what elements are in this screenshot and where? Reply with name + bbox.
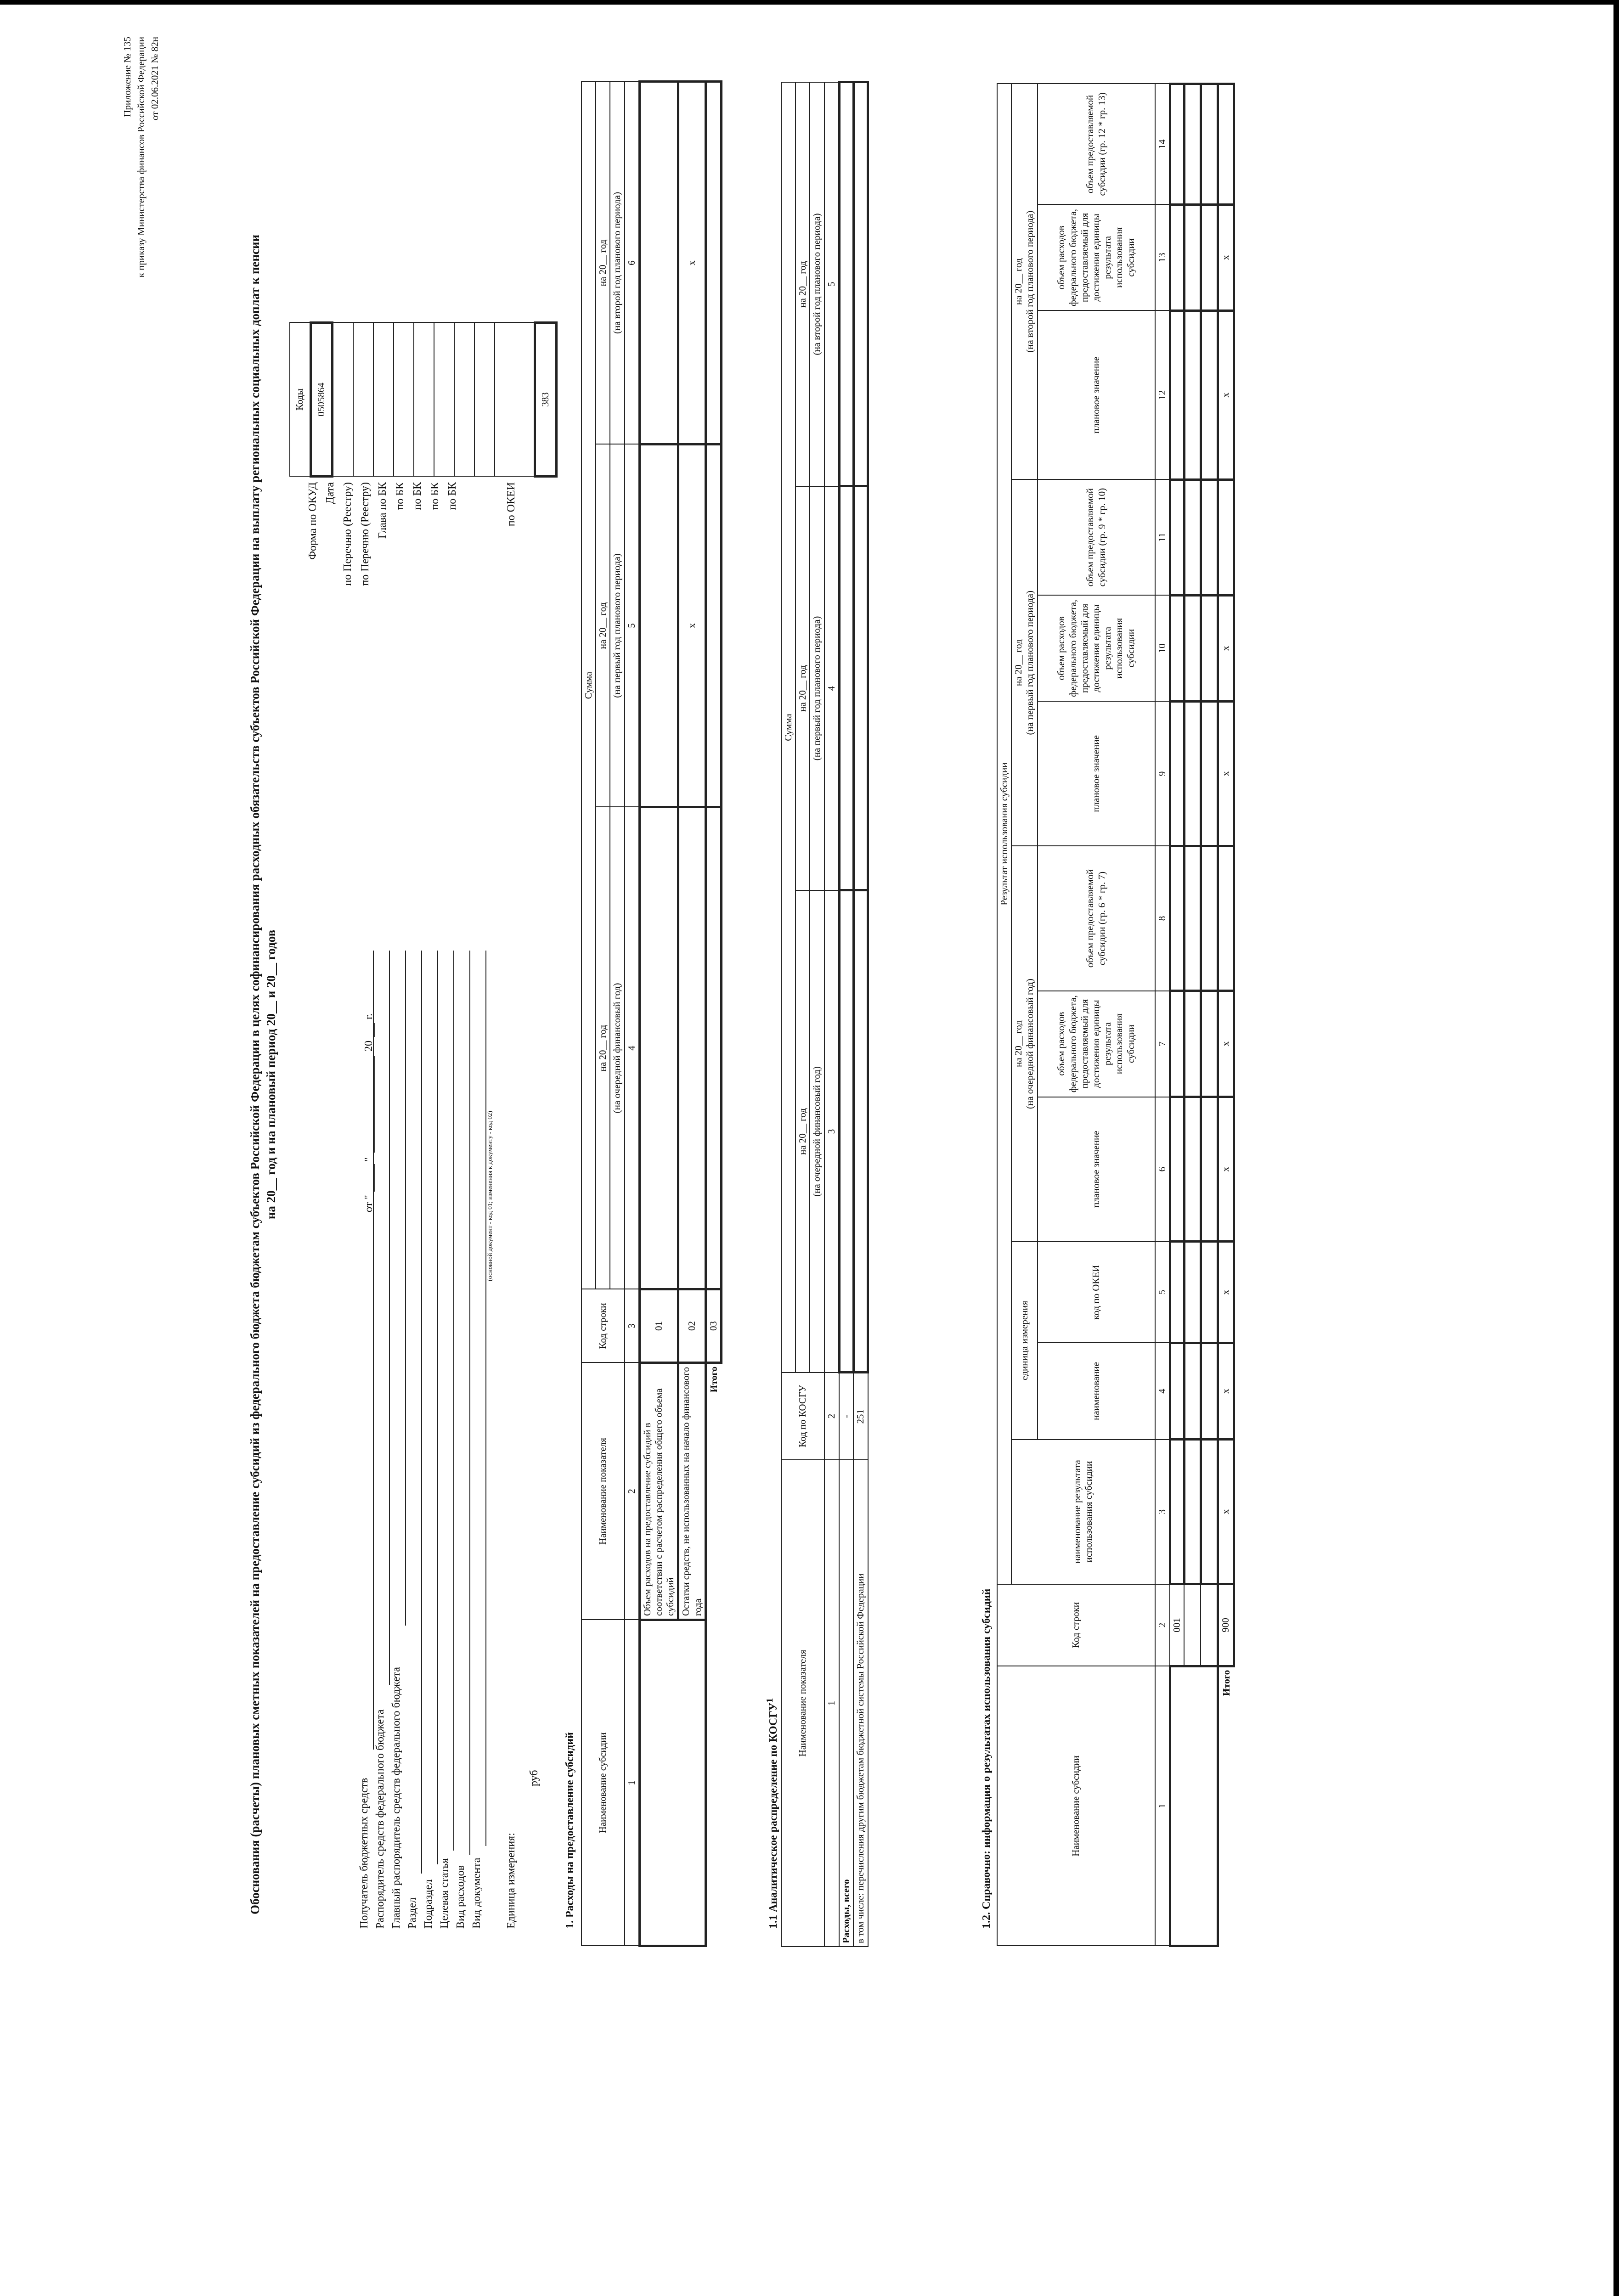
codes-header: Коды — [290, 323, 311, 477]
s12-cell[interactable] — [1170, 479, 1184, 595]
s12-h-result-name: наименование результата использования субсидии — [1011, 1440, 1155, 1584]
section11-title-sup: 1 — [765, 1698, 775, 1703]
s11-row-v2[interactable] — [853, 486, 868, 890]
s12-colnum: 3 — [1155, 1440, 1170, 1584]
s1-h-y2s: (на первый год планового периода) — [610, 445, 624, 807]
s11-colnum: 1 — [824, 1460, 840, 1947]
s1-colnum: 1 — [625, 1620, 640, 1946]
s12-cell[interactable] — [1201, 204, 1218, 310]
section12-table — [997, 83, 1235, 1947]
s1-h-name: Наименование субсидии — [581, 1620, 625, 1946]
field-distributor[interactable] — [389, 951, 390, 1685]
s12-h-vol-2: объем предоставляемой субсидии (гр. 9 * гр. 10) — [1038, 479, 1155, 595]
s1-h-y1: на 20__ год — [596, 807, 610, 1289]
s12-h-vol-3: объем предоставляемой субсидии (гр. 12 * гр. 13) — [1038, 84, 1155, 205]
s1-row-indicator: Объем расходов на предоставление субсидий в соответствии с расчетом распределения общего объема субсидий — [639, 1363, 678, 1620]
s12-colnum: 6 — [1155, 1097, 1170, 1242]
s1-row-v2[interactable] — [639, 445, 678, 807]
s11-row-v3[interactable] — [839, 82, 853, 486]
label-main-distributor: Главный распорядитель средств федерального бюджета — [390, 1667, 402, 1929]
unit-value: руб — [528, 1770, 540, 1786]
s11-row-code: 251 — [853, 1373, 868, 1460]
s11-row-v1[interactable] — [839, 890, 853, 1373]
s12-h-unitcost-3: объем расходов федерального бюджета, предоставляемый для достижения единицы результата использования субсидии — [1038, 204, 1155, 310]
label-okud: Форма по ОКУД — [307, 482, 319, 560]
s12-colnum: 12 — [1155, 310, 1170, 479]
s11-colnum: 2 — [824, 1373, 840, 1460]
code-okud[interactable]: 0505864 — [311, 323, 333, 477]
code-chapter[interactable] — [394, 323, 414, 477]
s1-h-y2: на 20__ год — [596, 445, 610, 807]
code-expense[interactable] — [474, 323, 495, 477]
s12-colnum: 9 — [1155, 701, 1170, 846]
code-date[interactable] — [333, 323, 354, 477]
s12-colnum: 7 — [1155, 991, 1170, 1097]
label-bk-1: по БК — [394, 482, 406, 510]
appendix-line-3: от 02.06.2021 № 82н — [149, 37, 160, 120]
section1-title: 1. Расходы на предоставление субсидий — [564, 1732, 576, 1929]
codes-table — [289, 321, 558, 478]
s12-h-y3 — [1011, 84, 1037, 480]
s1-row-v1[interactable] — [639, 807, 678, 1289]
s12-h-subsidy: Наименование субсидии — [997, 1666, 1155, 1946]
s12-cell[interactable] — [1201, 310, 1218, 479]
s11-h-y1s: (на очередной финансовый год) — [810, 890, 824, 1373]
section11-title-text: 1.1 Аналитическое распределение по КОСГУ — [767, 1702, 779, 1929]
s12-cell[interactable] — [1170, 991, 1184, 1097]
date-prefix: от " — [363, 1195, 375, 1212]
s12-cell[interactable] — [1201, 846, 1218, 990]
s12-cell[interactable] — [1170, 701, 1184, 846]
s1-total-v2[interactable] — [705, 445, 721, 807]
s1-total-v3[interactable] — [705, 81, 721, 444]
field-section[interactable] — [421, 951, 422, 1874]
s1-colnum: 2 — [625, 1363, 640, 1620]
document-subtitle: на 20__ год и на плановый период 20__ и 20__ годов — [264, 929, 278, 1220]
field-target-article[interactable] — [453, 951, 454, 1851]
s1-colnum: 3 — [625, 1289, 640, 1363]
code-subsection[interactable] — [434, 323, 454, 477]
s1-total-label: Итого — [705, 1363, 721, 1620]
s12-total-mark: x — [1218, 1343, 1234, 1439]
s11-colnum: 3 — [824, 890, 840, 1373]
s12-h-y2-label: на 20__ год — [1013, 639, 1024, 687]
s12-h-plan-2: плановое значение — [1038, 701, 1155, 846]
field-recipient[interactable] — [373, 951, 374, 1750]
s12-h-unit: единица измерения — [1011, 1242, 1037, 1440]
s12-cell[interactable] — [1170, 1343, 1184, 1439]
s12-cell[interactable] — [1170, 1440, 1184, 1584]
date-mid: " — [363, 1157, 375, 1162]
label-date: Дата — [324, 482, 336, 504]
s11-row-v1[interactable] — [853, 890, 868, 1373]
s1-row-v2: x — [678, 445, 705, 807]
s12-colnum: 2 — [1155, 1584, 1170, 1666]
s12-cell[interactable] — [1184, 84, 1201, 205]
s1-row-code: 02 — [678, 1289, 705, 1363]
s12-cell[interactable] — [1201, 479, 1218, 595]
s11-h-y3: на 20__ год — [795, 82, 810, 486]
s12-cell[interactable] — [1201, 1097, 1218, 1242]
s12-cell[interactable] — [1184, 595, 1201, 701]
s12-cell[interactable] — [1201, 1242, 1218, 1343]
s12-cell[interactable] — [1184, 991, 1201, 1097]
s12-colnum: 5 — [1155, 1242, 1170, 1343]
s12-total-mark: x — [1218, 701, 1234, 846]
s12-h-y1 — [1011, 846, 1037, 1241]
s11-h-y3s: (на второй год планового периода) — [810, 82, 824, 486]
s1-row-code: 01 — [639, 1289, 678, 1363]
s1-h-sum: Сумма — [581, 81, 596, 1289]
s12-colnum: 13 — [1155, 204, 1170, 310]
s12-cell[interactable] — [1184, 1343, 1201, 1439]
s12-cell[interactable] — [1201, 595, 1218, 701]
s12-total-value[interactable] — [1218, 84, 1234, 205]
s11-colnum: 5 — [824, 82, 840, 486]
code-okei[interactable]: 383 — [535, 323, 557, 477]
s12-cell[interactable] — [1170, 84, 1184, 205]
date-month-line — [374, 1056, 375, 1153]
s1-colnum: 6 — [625, 81, 640, 444]
s12-total-mark: x — [1218, 1440, 1234, 1584]
s12-cell[interactable] — [1170, 1097, 1184, 1242]
s12-h-vol-1: объем предоставляемой субсидии (гр. 6 * гр. 7) — [1038, 846, 1155, 990]
field-main-distributor[interactable] — [405, 951, 406, 1626]
s11-h-y2s: (на первый год планового периода) — [810, 486, 824, 890]
s11-row-v2[interactable] — [839, 486, 853, 890]
s12-colnum: 14 — [1155, 84, 1170, 205]
s12-h-unitcost-1: объем расходов федерального бюджета, предоставляемый для достижения единицы результата использования субсидии — [1038, 991, 1155, 1097]
s1-row-indicator: Остатки средств, не использованных на начало финансового года — [678, 1363, 705, 1620]
field-expense-type[interactable] — [469, 951, 470, 1855]
code-doc-type[interactable] — [495, 323, 535, 477]
s12-cell[interactable] — [1201, 1343, 1218, 1439]
code-target[interactable] — [454, 323, 474, 477]
s12-colnum: 10 — [1155, 595, 1170, 701]
label-target-article: Целевая статья — [439, 1858, 451, 1929]
s12-cell[interactable] — [1184, 846, 1201, 990]
section12-title: 1.2. Справочно: информация о результатах использования субсидий — [981, 1588, 993, 1929]
s12-total-mark: x — [1218, 1097, 1234, 1242]
section1-table — [581, 80, 722, 1947]
s12-total-mark: x — [1218, 595, 1234, 701]
label-bk-4: по БК — [446, 482, 458, 510]
s12-h-code: Код строки — [997, 1584, 1155, 1666]
date-year-suffix: г. — [363, 1013, 375, 1019]
s12-cell[interactable] — [1170, 1242, 1184, 1343]
s1-colnum: 5 — [625, 445, 640, 807]
s12-row-code: 001 — [1170, 1584, 1184, 1666]
s12-h-y3-sub: (на второй год планового периода) — [1024, 210, 1036, 353]
label-subsection: Подраздел — [423, 1879, 434, 1929]
s11-row-indicator: Расходы, всего — [839, 1460, 853, 1947]
s12-h-unitcost-2: объем расходов федерального бюджета, предоставляемый для достижения единицы результата использования субсидии — [1038, 595, 1155, 701]
s1-row-v3[interactable] — [639, 81, 678, 444]
s12-cell[interactable] — [1184, 479, 1201, 595]
label-okei: по ОКЕИ — [505, 482, 517, 527]
s12-cell[interactable] — [1170, 310, 1184, 479]
s12-h-unit-name: наименование — [1038, 1343, 1155, 1439]
label-bk-2: по БК — [412, 482, 423, 510]
s12-cell[interactable] — [1184, 1242, 1201, 1343]
s12-cell[interactable] — [1184, 310, 1201, 479]
s1-h-y3: на 20__ год — [596, 81, 610, 444]
s12-cell[interactable] — [1170, 846, 1184, 990]
s1-row-v3: x — [678, 81, 705, 444]
field-doc-type[interactable] — [485, 951, 486, 1846]
s12-cell[interactable] — [1201, 1440, 1218, 1584]
s12-total-mark: x — [1218, 204, 1234, 310]
label-unit: Единица измерения: — [505, 1833, 517, 1929]
s12-colnum: 1 — [1155, 1666, 1170, 1946]
s12-cell[interactable] — [1170, 204, 1184, 310]
s12-h-y1-label: на 20__ год — [1013, 1020, 1024, 1068]
label-recipient: Получатель бюджетных средств — [358, 1778, 370, 1929]
s1-row-v1[interactable] — [678, 807, 705, 1289]
s1-h-indicator: Наименование показателя — [581, 1363, 625, 1620]
s12-colnum: 4 — [1155, 1343, 1170, 1439]
label-distributor: Распорядитель средств федерального бюджета — [374, 1709, 386, 1929]
s1-colnum: 4 — [625, 807, 640, 1289]
code-section[interactable] — [414, 323, 434, 477]
s12-subsidy-name-cell[interactable] — [1170, 1666, 1218, 1946]
s12-cell[interactable] — [1184, 701, 1201, 846]
s12-cell[interactable] — [1201, 701, 1218, 846]
s11-h-y2: на 20__ год — [795, 486, 810, 890]
s12-row-code-empty — [1184, 1584, 1201, 1666]
label-registry-2: по Перечню (Реестру) — [359, 482, 371, 586]
s12-total-label: Итого — [1220, 1670, 1232, 1696]
s1-total-spacer — [705, 1620, 721, 1946]
s12-h-y1-sub: (на очередной финансовый год) — [1024, 979, 1036, 1109]
s12-cell[interactable] — [1184, 1097, 1201, 1242]
code-registry-2[interactable] — [373, 323, 394, 477]
appendix-line-1: Приложение № 135 — [122, 37, 133, 117]
s11-h-sum: Сумма — [781, 82, 795, 1373]
s12-h-result: Результат использования субсидии — [997, 84, 1011, 1584]
date-day-line — [374, 1164, 375, 1192]
label-section: Раздел — [406, 1897, 418, 1929]
s12-total-value[interactable] — [1218, 846, 1234, 990]
s12-colnum: 8 — [1155, 846, 1170, 990]
appendix-line-2: к приказу Министерства финансов Российской Федерации — [135, 37, 147, 278]
s11-h-y1: на 20__ год — [795, 890, 810, 1373]
s12-h-unit-okei: код по ОКЕИ — [1038, 1242, 1155, 1343]
s1-h-y1s: (на очередной финансовый год) — [610, 807, 624, 1289]
s12-h-y2 — [1011, 479, 1037, 846]
s12-h-y2-sub: (на первый год планового периода) — [1024, 591, 1036, 735]
s12-h-plan-1: плановое значение — [1038, 1097, 1155, 1242]
label-expense-type: Вид расходов — [455, 1865, 467, 1929]
doc-type-note: (основной документ - код 01; изменения к документу - код 02) — [487, 1111, 494, 1281]
s12-total-code: 900 — [1218, 1584, 1234, 1666]
s1-h-code: Код строки — [581, 1289, 625, 1363]
date-year-line — [374, 1023, 375, 1037]
s11-h-code: Код по КОСГУ — [781, 1373, 824, 1460]
s1-h-y3s: (на второй год планового периода) — [610, 81, 624, 444]
s12-total-mark: x — [1218, 1242, 1234, 1343]
s1-total-code: 03 — [705, 1289, 721, 1363]
s12-cell[interactable] — [1170, 595, 1184, 701]
s12-total-value[interactable] — [1218, 479, 1234, 595]
label-chapter-bk: Глава по БК — [377, 482, 389, 539]
s1-total-v1[interactable] — [705, 807, 721, 1289]
s12-cell[interactable] — [1184, 204, 1201, 310]
s12-total-mark: x — [1218, 310, 1234, 479]
s12-cell[interactable] — [1201, 991, 1218, 1097]
s12-h-y3-label: на 20__ год — [1013, 258, 1024, 305]
s1-subsidy-name-cell[interactable] — [639, 1620, 705, 1946]
label-doc-type: Вид документа — [471, 1857, 483, 1929]
s11-row-v3[interactable] — [853, 82, 868, 486]
section11-table — [781, 81, 869, 1947]
label-bk-3: по БК — [429, 482, 441, 510]
s11-row-code: - — [839, 1373, 853, 1460]
s12-row-code-empty — [1201, 1584, 1218, 1666]
s11-colnum: 4 — [824, 486, 840, 890]
s12-total-mark: x — [1218, 991, 1234, 1097]
s12-cell[interactable] — [1201, 84, 1218, 205]
s12-colnum: 11 — [1155, 479, 1170, 595]
section11-title — [765, 1698, 780, 1929]
date-century: 20 — [363, 1041, 375, 1052]
document-title: Обоснования (расчеты) плановых сметных показателей на предоставление субсидий из федерального бюджета бюджетам субъектов Российской Федерации в целях софинансирования расходных обязательств субъектов Российской Федерации на выплату региональных социальных доплат к пенсии — [248, 234, 262, 1915]
s11-row-indicator: в том числе: перечисления другим бюджетам бюджетной системы Российской Федерации — [853, 1460, 868, 1947]
s12-h-plan-3: плановое значение — [1038, 310, 1155, 479]
s12-cell[interactable] — [1184, 1440, 1201, 1584]
field-subsection[interactable] — [437, 951, 438, 1864]
code-registry-1[interactable] — [353, 323, 373, 477]
label-registry-1: по Перечню (Реестру) — [342, 482, 354, 586]
s11-h-indicator: Наименование показателя — [781, 1460, 824, 1947]
